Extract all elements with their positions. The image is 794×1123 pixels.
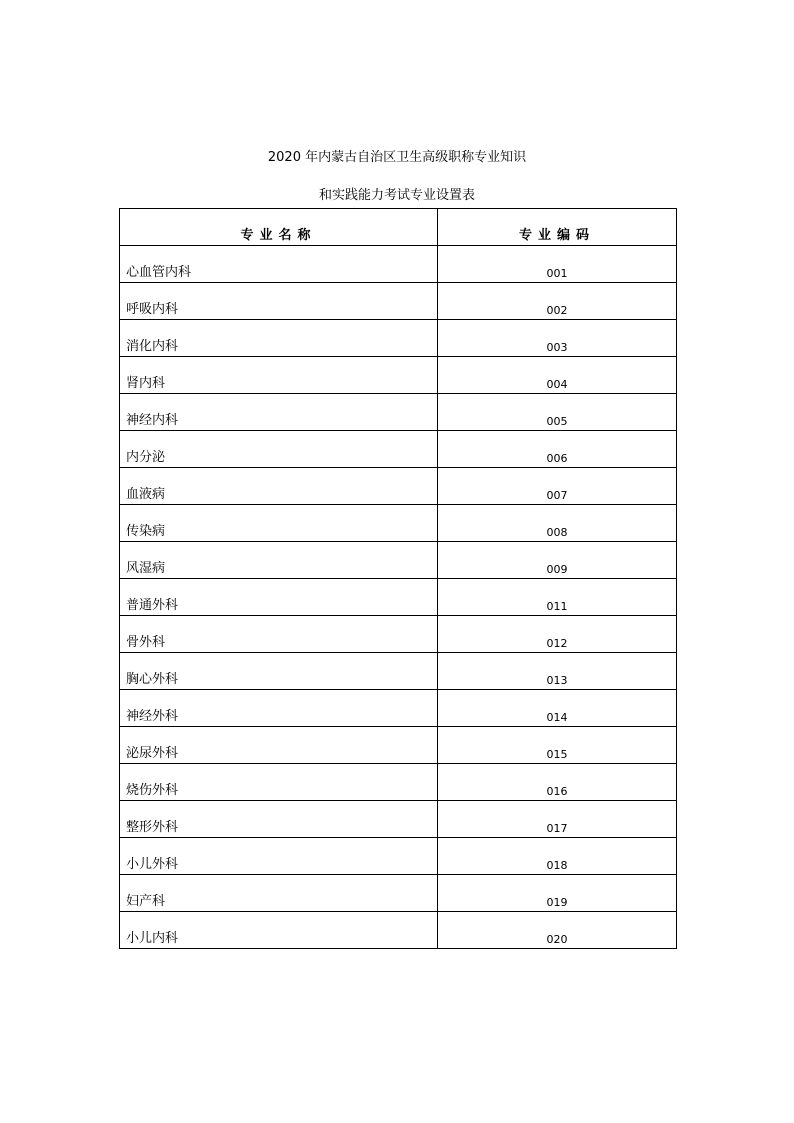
table-row [120, 727, 677, 764]
header-specialty-name: 专业名称 [120, 209, 438, 246]
specialty-name-cell: 小儿外科 [120, 838, 438, 875]
table-row [120, 616, 677, 653]
specialty-name-cell: 小儿内科 [120, 912, 438, 949]
specialty-code-cell: 019 [438, 875, 677, 912]
specialty-code-cell: 017 [438, 801, 677, 838]
specialty-code-cell: 009 [438, 542, 677, 579]
specialty-name-cell: 消化内科 [120, 320, 438, 357]
specialty-name-cell: 泌尿外科 [120, 727, 438, 764]
specialty-code-cell: 012 [438, 616, 677, 653]
specialty-name-cell: 妇产科 [120, 875, 438, 912]
specialty-code-cell: 020 [438, 912, 677, 949]
specialty-code-cell: 001 [438, 246, 677, 283]
specialty-name-cell: 血液病 [120, 468, 438, 505]
table-row [120, 653, 677, 690]
table-row [120, 542, 677, 579]
specialty-code-cell: 014 [438, 690, 677, 727]
table-row [120, 468, 677, 505]
specialty-name-cell: 普通外科 [120, 579, 438, 616]
table-row [120, 579, 677, 616]
specialty-table [119, 208, 677, 949]
table-row [120, 505, 677, 542]
table-row [120, 394, 677, 431]
specialty-name-cell: 传染病 [120, 505, 438, 542]
specialty-code-cell: 007 [438, 468, 677, 505]
specialty-name-cell: 内分泌 [120, 431, 438, 468]
specialty-code-cell: 013 [438, 653, 677, 690]
table-row [120, 912, 677, 949]
specialty-name-cell: 神经外科 [120, 690, 438, 727]
specialty-code-cell: 018 [438, 838, 677, 875]
specialty-name-cell: 骨外科 [120, 616, 438, 653]
specialty-code-cell: 002 [438, 283, 677, 320]
table-row [120, 801, 677, 838]
table-row [120, 838, 677, 875]
specialty-name-cell: 肾内科 [120, 357, 438, 394]
header-specialty-code: 专业编码 [438, 209, 677, 246]
specialty-name-cell: 烧伤外科 [120, 764, 438, 801]
specialty-code-cell: 006 [438, 431, 677, 468]
table-row [120, 320, 677, 357]
specialty-name-cell: 胸心外科 [120, 653, 438, 690]
table-row [120, 764, 677, 801]
specialty-code-cell: 003 [438, 320, 677, 357]
specialty-name-cell: 神经内科 [120, 394, 438, 431]
specialty-name-cell: 呼吸内科 [120, 283, 438, 320]
specialty-code-cell: 011 [438, 579, 677, 616]
specialty-code-cell: 008 [438, 505, 677, 542]
specialty-name-cell: 整形外科 [120, 801, 438, 838]
table-row [120, 246, 677, 283]
table-header-row [120, 209, 677, 246]
table-row [120, 357, 677, 394]
specialty-code-cell: 016 [438, 764, 677, 801]
table-row [120, 283, 677, 320]
specialty-name-cell: 风湿病 [120, 542, 438, 579]
table-row [120, 431, 677, 468]
specialty-code-cell: 004 [438, 357, 677, 394]
specialty-code-cell: 015 [438, 727, 677, 764]
document-title-line-2: 和实践能力考试专业设置表 [318, 188, 475, 203]
table-row [120, 690, 677, 727]
table-row [120, 875, 677, 912]
specialty-name-cell: 心血管内科 [120, 246, 438, 283]
specialty-code-cell: 005 [438, 394, 677, 431]
document-title-line-1: 2020 年内蒙古自治区卫生高级职称专业知识 [267, 150, 527, 165]
